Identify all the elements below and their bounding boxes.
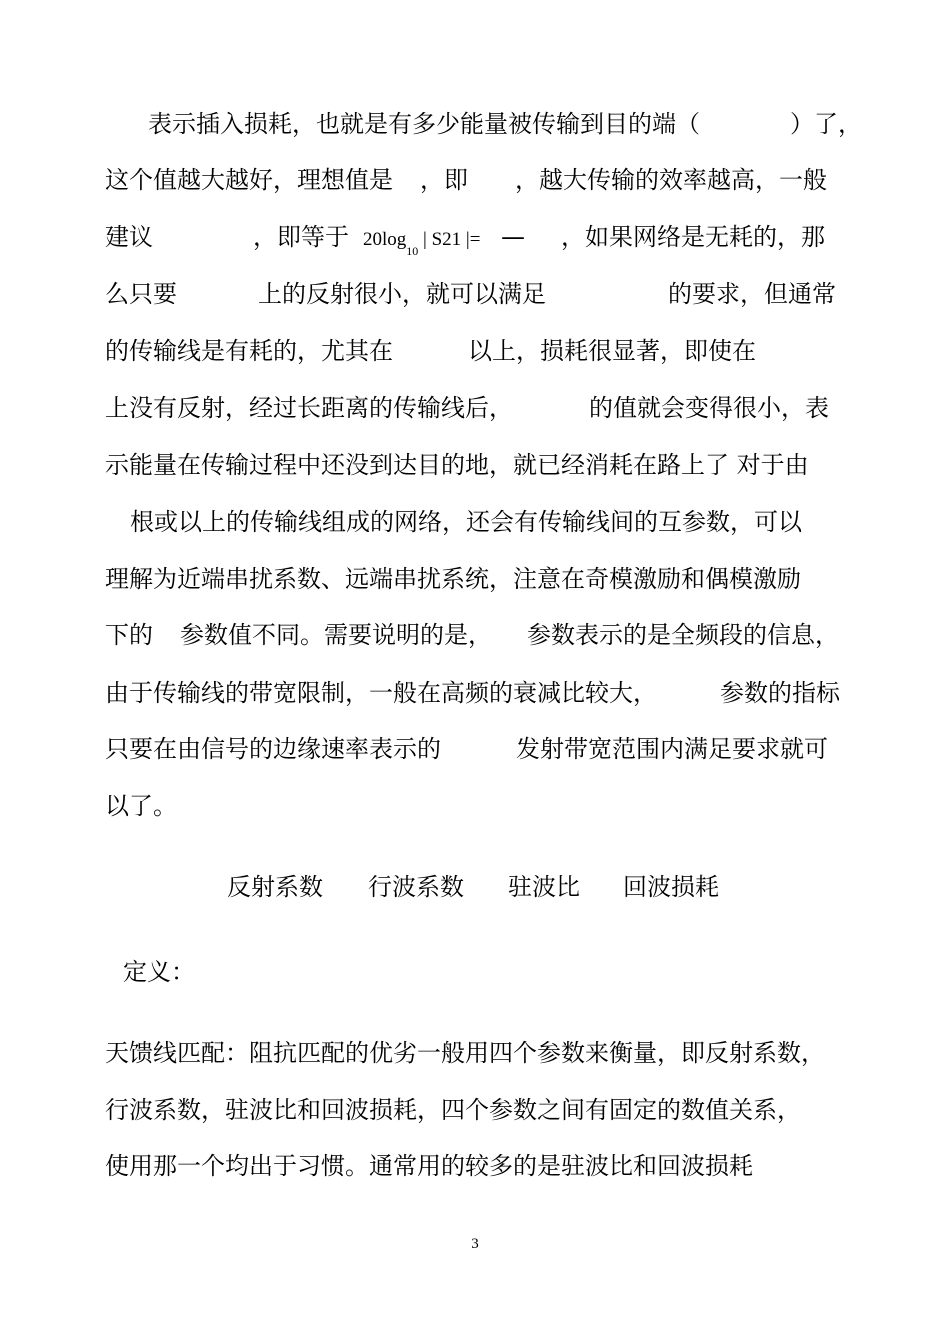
text-segment: 只要在由信号的边缘速率表示的 [105, 735, 441, 763]
text-segment: 参数表示的是全频段的信息， [527, 621, 839, 649]
text-segment: ，越大传输的效率越高，一般 [515, 166, 827, 194]
text-segment: 表示插入损耗，也就是有多少能量被传输到目的端（ [148, 110, 700, 138]
formula-main: 20log [363, 229, 407, 250]
definition-label: 定义： [123, 958, 195, 986]
text-segment: 建议 [105, 223, 153, 251]
text-segment: 以了。 [105, 792, 177, 820]
heading-return-loss: 回波损耗 [623, 873, 719, 901]
heading-traveling-wave-coefficient: 行波系数 [368, 873, 464, 901]
page-number: 3 [471, 1236, 479, 1252]
text-segment: 下的 [105, 621, 153, 649]
formula-rest: | S21 |= [418, 229, 481, 250]
text-segment: 上的反射很小，就可以满足 [258, 280, 546, 308]
text-segment: 由于传输线的带宽限制，一般在高频的衰减比较大， [105, 679, 657, 707]
text-segment: 的值就会变得很小，表 [589, 394, 829, 422]
text-segment: 上没有反射，经过长距离的传输线后， [105, 394, 513, 422]
text-segment: 么只要 [105, 280, 177, 308]
text-segment: 参数的指标 [720, 679, 840, 707]
text-segment: 理解为近端串扰系数、远端串扰系统，注意在奇模激励和偶模激励 [105, 565, 801, 593]
heading-vswr: 驻波比 [508, 873, 580, 901]
text-segment: 参数值不同。需要说明的是， [180, 621, 492, 649]
text-segment: 使用那一个均出于习惯。通常用的较多的是驻波比和回波损耗 [105, 1152, 753, 1180]
text-segment: 的要求，但通常 [668, 280, 836, 308]
text-segment: 这个值越大越好，理想值是 [105, 166, 393, 194]
text-segment: 示能量在传输过程中还没到达目的地，就已经消耗在路上了 对于由 [105, 451, 809, 479]
text-segment: 的传输线是有耗的，尤其在 [105, 337, 393, 365]
text-segment: 发射带宽范围内满足要求就可 [516, 735, 828, 763]
text-segment: ，即 [420, 166, 468, 194]
text-segment: 天馈线匹配：阻抗匹配的优劣一般用四个参数来衡量，即反射系数， [105, 1039, 825, 1067]
text-segment: ，即等于 [253, 223, 349, 251]
insertion-loss-formula [363, 223, 480, 258]
formula-dash: — [501, 223, 525, 251]
formula-subscript: 10 [406, 244, 419, 258]
text-segment: ）了， [790, 110, 862, 138]
text-segment: 行波系数，驻波比和回波损耗，四个参数之间有固定的数值关系， [105, 1096, 801, 1124]
text-segment: 以上，损耗很显著，即使在 [468, 337, 756, 365]
text-segment: 根或以上的传输线组成的网络，还会有传输线间的互参数，可以 [130, 508, 802, 536]
heading-reflection-coefficient: 反射系数 [227, 873, 323, 901]
text-segment: ，如果网络是无耗的，那 [561, 223, 825, 251]
parameter-headings [0, 870, 950, 904]
